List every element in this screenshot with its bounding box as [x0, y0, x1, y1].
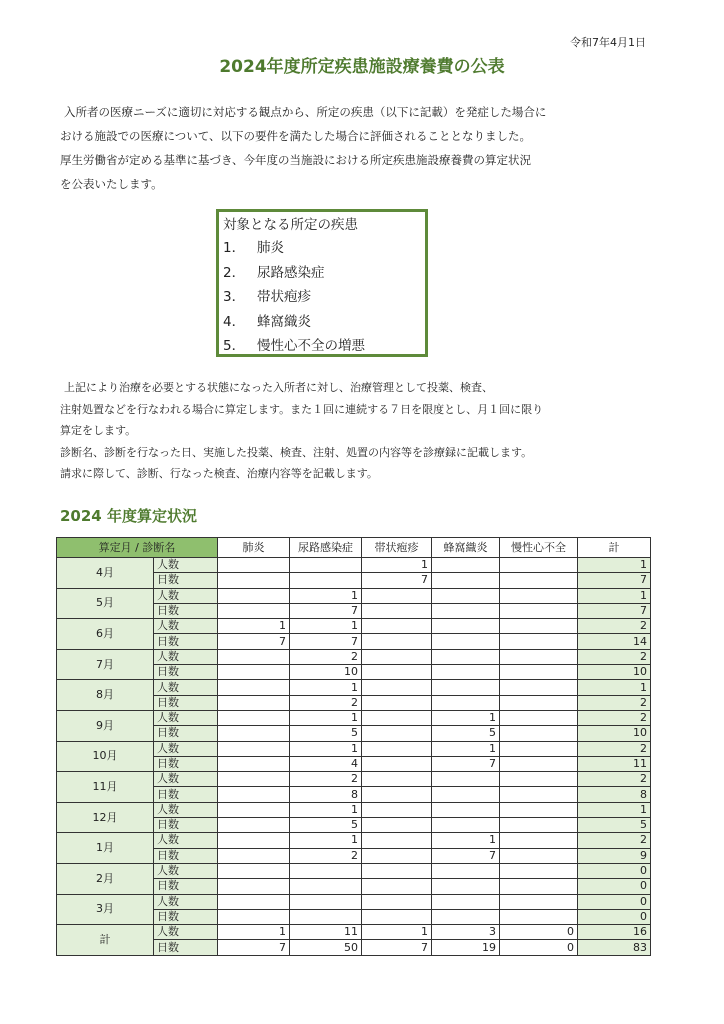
- disease-label: 帯状疱疹: [257, 289, 311, 305]
- month-cell: 計: [57, 925, 154, 956]
- column-header: 慢性心不全: [500, 538, 578, 558]
- table-row: [57, 588, 651, 603]
- value-cell: 1: [362, 925, 432, 940]
- disease-label: 慢性心不全の増悪: [257, 338, 365, 354]
- total-cell: 83: [578, 940, 651, 955]
- value-cell: [218, 726, 290, 741]
- value-cell: [218, 695, 290, 710]
- disease-number: 1．: [223, 240, 246, 256]
- total-cell: 2: [578, 772, 651, 787]
- month-cell: 12月: [57, 802, 154, 833]
- value-cell: [500, 741, 578, 756]
- people-label: 人数: [154, 772, 218, 787]
- value-cell: [432, 909, 500, 924]
- value-cell: [500, 818, 578, 833]
- table-row: [57, 802, 651, 817]
- column-header: 尿路感染症: [290, 538, 362, 558]
- column-header: 帯状疱疹: [362, 538, 432, 558]
- value-cell: [500, 710, 578, 725]
- value-cell: [218, 710, 290, 725]
- value-cell: 1: [290, 802, 362, 817]
- value-cell: [362, 818, 432, 833]
- value-cell: [500, 603, 578, 618]
- table-body: [57, 558, 651, 956]
- value-cell: 7: [218, 940, 290, 955]
- days-label: 日数: [154, 634, 218, 649]
- table-row: [57, 558, 651, 573]
- disease-number: 5．: [223, 338, 246, 354]
- value-cell: 11: [290, 925, 362, 940]
- value-cell: 1: [432, 741, 500, 756]
- value-cell: 1: [362, 558, 432, 573]
- people-label: 人数: [154, 802, 218, 817]
- disease-number: 3．: [223, 289, 246, 305]
- value-cell: 4: [290, 756, 362, 771]
- month-cell: 4月: [57, 558, 154, 589]
- table-row: [57, 649, 651, 664]
- calculation-status-table: [56, 537, 651, 956]
- disease-number: 4．: [223, 313, 246, 330]
- value-cell: [432, 772, 500, 787]
- intro-line: おける施設での医療について、以下の要件を満たした場合に評価されることとなりました。: [60, 129, 532, 143]
- table-row: [57, 833, 651, 848]
- value-cell: 1: [218, 619, 290, 634]
- disease-label: 蜂窩織炎: [257, 313, 311, 330]
- total-cell: 1: [578, 802, 651, 817]
- total-cell: 2: [578, 833, 651, 848]
- total-cell: 7: [578, 603, 651, 618]
- value-cell: [500, 573, 578, 588]
- value-cell: [432, 863, 500, 878]
- month-cell: 11月: [57, 772, 154, 803]
- total-cell: 7: [578, 573, 651, 588]
- total-cell: 2: [578, 695, 651, 710]
- value-cell: [218, 818, 290, 833]
- value-cell: 3: [432, 925, 500, 940]
- value-cell: [500, 894, 578, 909]
- value-cell: [500, 863, 578, 878]
- column-header: 肺炎: [218, 538, 290, 558]
- value-cell: [218, 603, 290, 618]
- table-row: [57, 680, 651, 695]
- value-cell: [362, 710, 432, 725]
- value-cell: [290, 558, 362, 573]
- value-cell: [362, 695, 432, 710]
- value-cell: 7: [218, 634, 290, 649]
- value-cell: [218, 756, 290, 771]
- note-line: 上記により治療を必要とする状態になった入所者に対し、治療管理として投薬、検査、: [64, 381, 493, 394]
- value-cell: [290, 909, 362, 924]
- total-cell: 16: [578, 925, 651, 940]
- days-label: 日数: [154, 726, 218, 741]
- value-cell: [500, 665, 578, 680]
- total-cell: 1: [578, 588, 651, 603]
- value-cell: [218, 833, 290, 848]
- value-cell: [500, 695, 578, 710]
- total-cell: 1: [578, 558, 651, 573]
- column-header: 蜂窩織炎: [432, 538, 500, 558]
- value-cell: [432, 802, 500, 817]
- month-cell: 9月: [57, 710, 154, 741]
- people-label: 人数: [154, 619, 218, 634]
- disease-box-title: 対象となる所定の疾患: [223, 217, 358, 233]
- value-cell: [362, 909, 432, 924]
- people-label: 人数: [154, 649, 218, 664]
- days-label: 日数: [154, 665, 218, 680]
- value-cell: 1: [290, 833, 362, 848]
- value-cell: [500, 909, 578, 924]
- value-cell: [432, 603, 500, 618]
- total-cell: 0: [578, 879, 651, 894]
- value-cell: 1: [218, 925, 290, 940]
- value-cell: [432, 573, 500, 588]
- disease-item: [223, 261, 425, 286]
- disease-item: [223, 285, 425, 310]
- table-row: [57, 741, 651, 756]
- value-cell: 19: [432, 940, 500, 955]
- disease-number: 2．: [223, 264, 246, 281]
- value-cell: [500, 772, 578, 787]
- people-label: 人数: [154, 863, 218, 878]
- total-cell: 10: [578, 665, 651, 680]
- value-cell: [218, 787, 290, 802]
- days-label: 日数: [154, 573, 218, 588]
- value-cell: [362, 863, 432, 878]
- value-cell: 2: [290, 695, 362, 710]
- value-cell: [362, 879, 432, 894]
- page-title: 2024年度所定疾患施設療養費の公表: [219, 57, 505, 77]
- month-cell: 2月: [57, 863, 154, 894]
- value-cell: [500, 726, 578, 741]
- month-cell: 7月: [57, 649, 154, 680]
- disease-label: 肺炎: [257, 240, 284, 256]
- value-cell: [362, 787, 432, 802]
- value-cell: [432, 787, 500, 802]
- value-cell: [218, 894, 290, 909]
- value-cell: [432, 649, 500, 664]
- days-label: 日数: [154, 818, 218, 833]
- value-cell: [362, 894, 432, 909]
- intro-line: 厚生労働省が定める基準に基づき、今年度の当施設における所定疾患施設療養費の算定状況: [60, 153, 532, 167]
- value-cell: [500, 558, 578, 573]
- table-row: [57, 925, 651, 940]
- value-cell: [218, 741, 290, 756]
- days-label: 日数: [154, 909, 218, 924]
- value-cell: 7: [432, 756, 500, 771]
- disease-item: [223, 236, 425, 261]
- value-cell: [500, 634, 578, 649]
- value-cell: [218, 649, 290, 664]
- value-cell: 50: [290, 940, 362, 955]
- value-cell: [290, 879, 362, 894]
- total-cell: 2: [578, 741, 651, 756]
- value-cell: [218, 802, 290, 817]
- month-cell: 8月: [57, 680, 154, 711]
- value-cell: [218, 665, 290, 680]
- total-cell: 0: [578, 863, 651, 878]
- value-cell: [362, 741, 432, 756]
- value-cell: [362, 726, 432, 741]
- total-cell: 2: [578, 710, 651, 725]
- value-cell: [362, 848, 432, 863]
- value-cell: [432, 695, 500, 710]
- month-cell: 6月: [57, 619, 154, 650]
- value-cell: [290, 863, 362, 878]
- people-label: 人数: [154, 558, 218, 573]
- value-cell: [362, 772, 432, 787]
- value-cell: [218, 909, 290, 924]
- note-line: 算定をします。: [60, 424, 137, 437]
- value-cell: [290, 894, 362, 909]
- value-cell: 10: [290, 665, 362, 680]
- month-cell: 3月: [57, 894, 154, 925]
- value-cell: [432, 665, 500, 680]
- value-cell: [432, 634, 500, 649]
- value-cell: [218, 879, 290, 894]
- value-cell: [218, 863, 290, 878]
- month-cell: 1月: [57, 833, 154, 864]
- value-cell: [500, 680, 578, 695]
- value-cell: [218, 772, 290, 787]
- intro-line: を公表いたします。: [60, 177, 163, 191]
- value-cell: [218, 573, 290, 588]
- value-cell: 7: [290, 634, 362, 649]
- value-cell: [290, 573, 362, 588]
- total-cell: 2: [578, 619, 651, 634]
- intro-paragraph: [60, 100, 660, 196]
- days-label: 日数: [154, 879, 218, 894]
- table-row: [57, 619, 651, 634]
- disease-label: 尿路感染症: [257, 264, 325, 281]
- value-cell: 7: [290, 603, 362, 618]
- publication-date: 令和7年4月1日: [570, 36, 646, 49]
- table-row: [57, 710, 651, 725]
- total-cell: 0: [578, 894, 651, 909]
- table-header-row: [57, 538, 651, 558]
- people-label: 人数: [154, 680, 218, 695]
- value-cell: [362, 588, 432, 603]
- days-label: 日数: [154, 940, 218, 955]
- intro-line: 入所者の医療ニーズに適切に対応する観点から、所定の疾患（以下に記載）を発症した場合に: [64, 105, 547, 119]
- value-cell: 1: [290, 588, 362, 603]
- value-cell: 7: [432, 848, 500, 863]
- value-cell: [500, 588, 578, 603]
- value-cell: 1: [290, 619, 362, 634]
- value-cell: [362, 634, 432, 649]
- disease-item: [223, 334, 425, 359]
- value-cell: [362, 833, 432, 848]
- value-cell: [432, 558, 500, 573]
- people-label: 人数: [154, 925, 218, 940]
- days-label: 日数: [154, 603, 218, 618]
- total-cell: 5: [578, 818, 651, 833]
- month-cell: 10月: [57, 741, 154, 772]
- table-row: [57, 772, 651, 787]
- value-cell: 5: [432, 726, 500, 741]
- value-cell: [500, 802, 578, 817]
- value-cell: 7: [362, 573, 432, 588]
- value-cell: 2: [290, 772, 362, 787]
- value-cell: 2: [290, 649, 362, 664]
- value-cell: [500, 848, 578, 863]
- value-cell: [500, 787, 578, 802]
- value-cell: 5: [290, 818, 362, 833]
- days-label: 日数: [154, 695, 218, 710]
- value-cell: [362, 756, 432, 771]
- value-cell: [432, 818, 500, 833]
- note-line: 注射処置などを行なわれる場合に算定します。また１回に連続する７日を限度とし、月１回に限り: [60, 402, 544, 416]
- value-cell: 1: [290, 741, 362, 756]
- table-row: [57, 863, 651, 878]
- corner-header: 算定月 / 診断名: [57, 538, 218, 558]
- total-cell: 2: [578, 649, 651, 664]
- value-cell: [218, 848, 290, 863]
- total-cell: 9: [578, 848, 651, 863]
- value-cell: [432, 894, 500, 909]
- total-cell: 1: [578, 680, 651, 695]
- value-cell: [362, 665, 432, 680]
- value-cell: 7: [362, 940, 432, 955]
- people-label: 人数: [154, 741, 218, 756]
- value-cell: [432, 619, 500, 634]
- people-label: 人数: [154, 833, 218, 848]
- people-label: 人数: [154, 894, 218, 909]
- total-cell: 0: [578, 909, 651, 924]
- value-cell: [432, 588, 500, 603]
- total-cell: 10: [578, 726, 651, 741]
- value-cell: [362, 649, 432, 664]
- calculation-notes: [60, 377, 670, 485]
- value-cell: 0: [500, 925, 578, 940]
- value-cell: [362, 802, 432, 817]
- note-line: 請求に際して、診断、行なった検査、治療内容等を記載します。: [60, 467, 378, 480]
- value-cell: 1: [432, 710, 500, 725]
- value-cell: 1: [290, 680, 362, 695]
- value-cell: [362, 603, 432, 618]
- value-cell: [500, 879, 578, 894]
- people-label: 人数: [154, 588, 218, 603]
- value-cell: [500, 619, 578, 634]
- table-row: [57, 894, 651, 909]
- note-line: 診断名、診断を行なった日、実施した投薬、検査、注射、処置の内容等を診療録に記載します。: [60, 445, 533, 459]
- value-cell: [432, 879, 500, 894]
- value-cell: [362, 619, 432, 634]
- section-title: 2024 年度算定状況: [60, 507, 197, 525]
- value-cell: 2: [290, 848, 362, 863]
- value-cell: [218, 588, 290, 603]
- value-cell: 0: [500, 940, 578, 955]
- total-cell: 8: [578, 787, 651, 802]
- value-cell: [500, 756, 578, 771]
- value-cell: [218, 558, 290, 573]
- value-cell: [432, 680, 500, 695]
- people-label: 人数: [154, 710, 218, 725]
- value-cell: 1: [432, 833, 500, 848]
- days-label: 日数: [154, 848, 218, 863]
- days-label: 日数: [154, 787, 218, 802]
- value-cell: 8: [290, 787, 362, 802]
- value-cell: [500, 833, 578, 848]
- value-cell: [500, 649, 578, 664]
- value-cell: [218, 680, 290, 695]
- value-cell: 5: [290, 726, 362, 741]
- value-cell: 1: [290, 710, 362, 725]
- target-disease-box: [216, 209, 428, 357]
- column-header: 計: [578, 538, 651, 558]
- month-cell: 5月: [57, 588, 154, 619]
- value-cell: [362, 680, 432, 695]
- total-cell: 11: [578, 756, 651, 771]
- total-cell: 14: [578, 634, 651, 649]
- disease-item: [223, 310, 425, 335]
- days-label: 日数: [154, 756, 218, 771]
